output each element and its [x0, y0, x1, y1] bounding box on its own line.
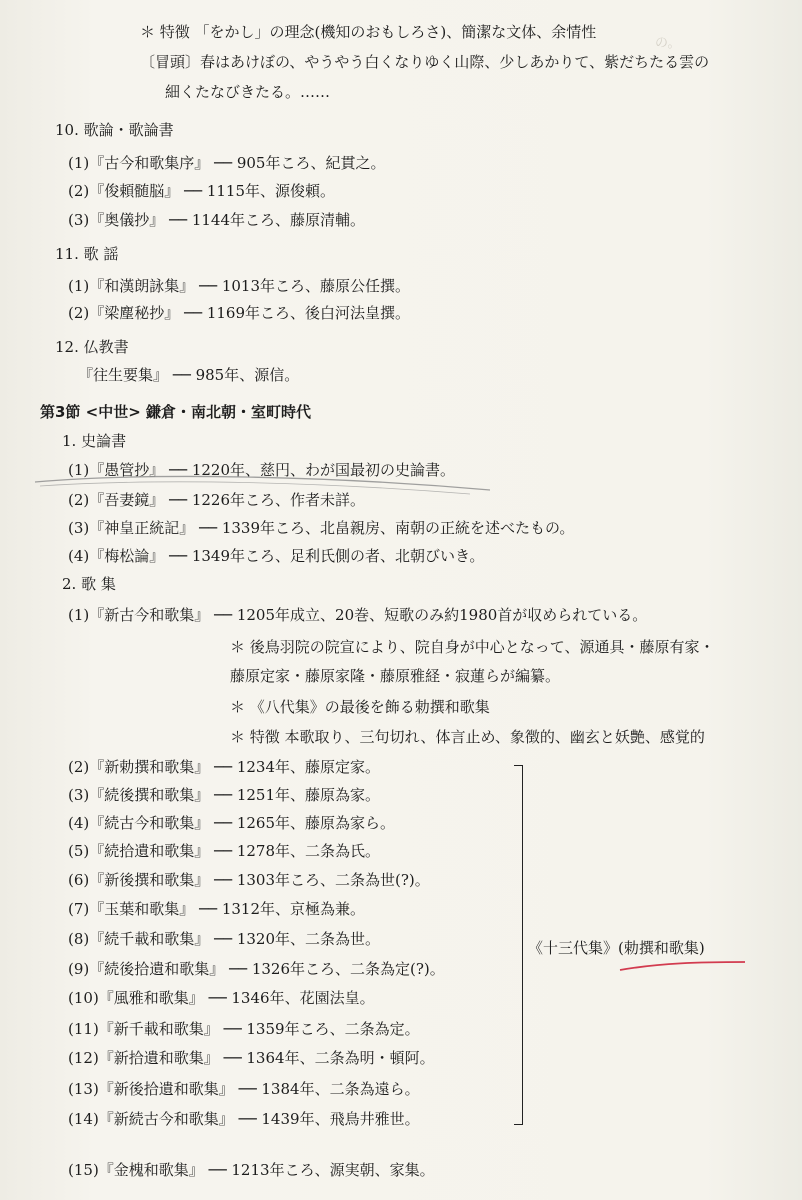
- chapter-heading: 第3節 <中世> 鎌倉・南北朝・室町時代: [40, 403, 312, 421]
- kashu-item-3: (3)『続後撰和歌集』 ── 1251年、藤原為家。: [68, 786, 381, 804]
- sec10-item-2: (2)『俊頼髄脳』 ── 1115年、源俊頼。: [68, 182, 336, 200]
- shinkokin-note-1: ＊ 後鳥羽院の院宣により、院自身が中心となって、源通具・藤原有家・: [230, 638, 715, 656]
- kashu-item-14: (14)『新続古今和歌集』 ── 1439年、飛鳥井雅世。: [68, 1110, 420, 1128]
- kashu-item-8: (8)『続千載和歌集』 ── 1320年、二条為世。: [68, 930, 381, 948]
- shiron-item-4: (4)『梅松論』 ── 1349年ころ、足利氏側の者、北朝びいき。: [68, 547, 485, 565]
- section-10-heading: 10. 歌論・歌論書: [55, 121, 174, 139]
- sec10-item-3: (3)『奥儀抄』 ── 1144年ころ、藤原清輔。: [68, 211, 366, 229]
- section-11-heading: 11. 歌 謡: [55, 245, 119, 263]
- bleed-through-text: の。: [655, 36, 681, 51]
- shinkokin-item: (1)『新古今和歌集』 ── 1205年成立、20巻、短歌のみ約1980首が収められている。: [68, 606, 648, 624]
- kashu-item-2: (2)『新勅撰和歌集』 ── 1234年、藤原定家。: [68, 758, 381, 776]
- kashu-item-7: (7)『玉葉和歌集』 ── 1312年、京極為兼。: [68, 900, 366, 918]
- shiron-item-3: (3)『神皇正統記』 ── 1339年ころ、北畠親房、南朝の正統を述べたもの。: [68, 519, 575, 537]
- sec11-item-2: (2)『梁塵秘抄』 ── 1169年ころ、後白河法皇撰。: [68, 304, 411, 322]
- shinkokin-note-4: ＊ 特徴 本歌取り、三句切れ、体言止め、象徴的、幽玄と妖艶、感覚的: [230, 728, 705, 746]
- shiron-item-1: (1)『愚管抄』 ── 1220年、慈円、わが国最初の史論書。: [68, 461, 456, 479]
- anthology-bracket: [514, 765, 523, 1125]
- kashu-item-12: (12)『新拾遺和歌集』 ── 1364年、二条為明・頓阿。: [68, 1049, 435, 1067]
- kashu-item-15: (15)『金槐和歌集』 ── 1213年ころ、源実朝、家集。: [68, 1161, 435, 1179]
- kashu-item-5: (5)『続拾遺和歌集』 ── 1278年、二条為氏。: [68, 842, 381, 860]
- makura-opening-line2: 細くたなびきたる。……: [165, 83, 331, 101]
- jusandaishu-label: 《十三代集》(勅撰和歌集): [528, 939, 705, 957]
- kashu-heading: 2. 歌 集: [62, 575, 116, 593]
- kashu-item-10: (10)『風雅和歌集』 ── 1346年、花園法皇。: [68, 989, 375, 1007]
- red-underline: [620, 962, 745, 970]
- bracket-top: [514, 765, 522, 766]
- sec10-item-1: (1)『古今和歌集序』 ── 905年ころ、紀貫之。: [68, 154, 386, 172]
- shiron-item-2: (2)『吾妻鏡』 ── 1226年ころ、作者未詳。: [68, 491, 366, 509]
- sec11-item-1: (1)『和漢朗詠集』 ── 1013年ころ、藤原公任撰。: [68, 277, 411, 295]
- makura-feature: ＊ 特徴 「をかし」の理念(機知のおもしろさ)、簡潔な文体、余情性: [140, 23, 597, 41]
- shinkokin-note-2: 藤原定家・藤原家隆・藤原雅経・寂蓮らが編纂。: [230, 667, 561, 685]
- section-12-heading: 12. 仏教書: [55, 338, 129, 356]
- sec12-item-1: 『往生要集』 ── 985年、源信。: [78, 366, 300, 384]
- kashu-item-6: (6)『新後撰和歌集』 ── 1303年ころ、二条為世(?)。: [68, 871, 430, 889]
- kashu-item-13: (13)『新後拾遺和歌集』 ── 1384年、二条為遠ら。: [68, 1080, 420, 1098]
- shiron-heading: 1. 史論書: [62, 432, 127, 450]
- shinkokin-note-3: ＊ 《八代集》の最後を飾る勅撰和歌集: [230, 698, 490, 716]
- kashu-item-9: (9)『続後拾遺和歌集』 ── 1326年ころ、二条為定(?)。: [68, 960, 445, 978]
- kashu-item-11: (11)『新千載和歌集』 ── 1359年ころ、二条為定。: [68, 1020, 420, 1038]
- makura-opening-line1: 〔冒頭〕春はあけぼの、やうやう白くなりゆく山際、少しあかりて、紫だちたる雲の: [140, 53, 710, 71]
- kashu-item-4: (4)『続古今和歌集』 ── 1265年、藤原為家ら。: [68, 814, 396, 832]
- bracket-bottom: [514, 1124, 522, 1125]
